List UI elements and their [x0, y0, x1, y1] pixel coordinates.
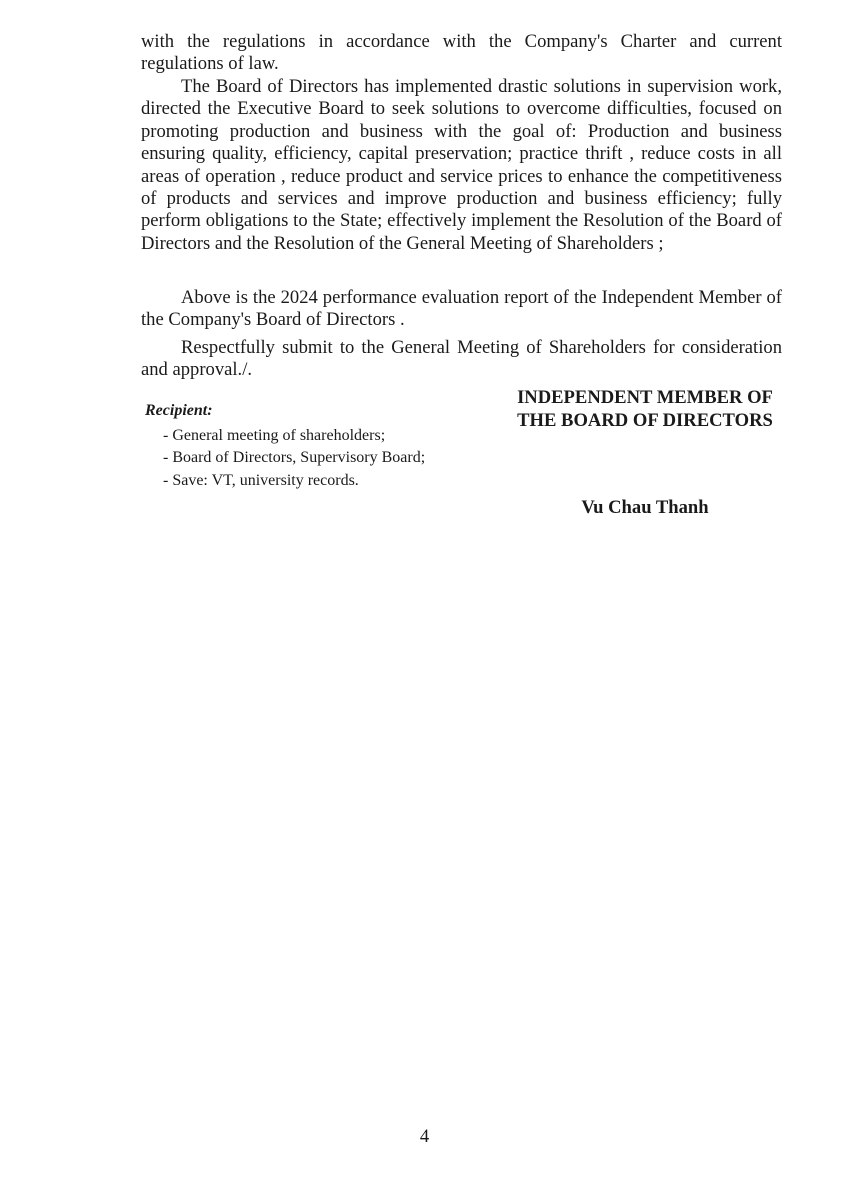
- recipient-item: - Board of Directors, Supervisory Board;: [163, 449, 426, 466]
- signer-name: Vu Chau Thanh: [581, 497, 709, 518]
- paragraph-board-solutions: The Board of Directors has implemented drastic solutions in supervision work, directed the Executive Board to seek solutions to overcome difficulties, focused on promoting production and business with the goal of: Production and business ensuring quality, efficiency, capital preservation; practice thrift , reduce costs in all areas of operation , reduce product and service prices to enhance the competitiveness of products and services and improve production and business efficiency; fully perform obligations to the State; effectively implement the Resolution of the Board of Directors and the Resolution of the General Meeting of Shareholders ;: [141, 76, 782, 254]
- signer-title: [480, 386, 810, 432]
- signer-title-line-2: THE BOARD OF DIRECTORS: [517, 410, 773, 431]
- recipient-block: [145, 400, 465, 492]
- recipient-item: - Save: VT, university records.: [163, 471, 359, 489]
- paragraph-report-summary: Above is the 2024 performance evaluation report of the Independent Member of the Company's Board of Directors .: [141, 287, 782, 331]
- recipient-list: [145, 425, 465, 493]
- page-number: 4: [419, 1126, 430, 1147]
- paragraph-continuation: with the regulations in accordance with the Company's Charter and current regulations of law.: [141, 31, 782, 75]
- paragraph-submission: Respectfully submit to the General Meeting of Shareholders for consideration and approval./.: [141, 337, 782, 381]
- signer-title-line-1: INDEPENDENT MEMBER OF: [517, 387, 773, 408]
- recipient-label: Recipient:: [145, 402, 213, 419]
- recipient-item: - General meeting of shareholders;: [163, 426, 386, 444]
